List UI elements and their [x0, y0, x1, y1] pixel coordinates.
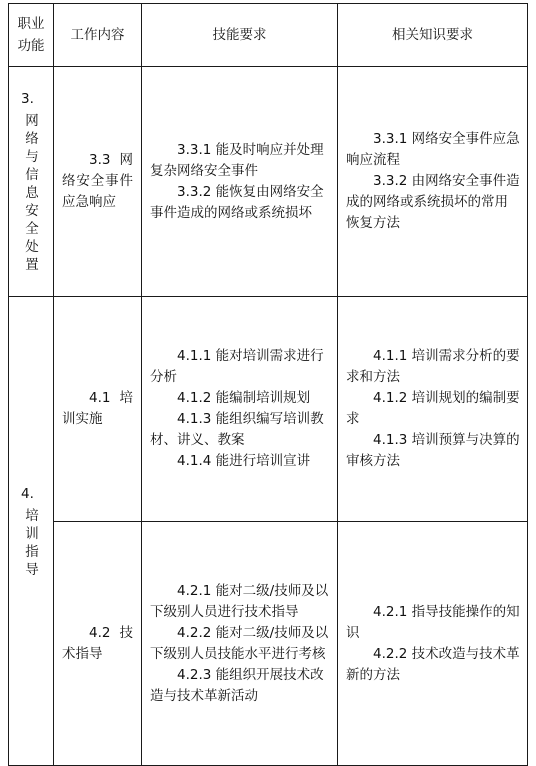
header-function: [9, 4, 54, 67]
knowledge-cell: [338, 297, 528, 522]
work-content-text: 4.2 技术指导: [62, 624, 133, 662]
skill-item: 3.3.1 能及时响应并处理复杂网络安全事件: [150, 141, 324, 179]
skill-requirements-table: [8, 3, 528, 766]
work-content-cell: [54, 67, 142, 297]
knowledge-item: 4.2.1 指导技能操作的知识: [346, 603, 520, 641]
function-cell: [9, 67, 54, 297]
work-content-cell: [54, 297, 142, 522]
table-row: [9, 522, 528, 766]
work-content-text: 4.1 培训实施: [62, 390, 133, 427]
knowledge-item: 4.1.3 培训预算与决算的审核方法: [346, 432, 520, 469]
skills-cell: [142, 297, 338, 522]
function-number: 4.: [21, 485, 34, 502]
knowledge-cell: [338, 67, 528, 297]
knowledge-item: 4.1.2 培训规划的编制要求: [346, 390, 520, 427]
function-name: 培训指导: [25, 507, 39, 578]
header-knowledge: 相关知识要求: [338, 4, 528, 67]
function-number: 3.: [21, 91, 34, 107]
skill-item: 4.1.4 能进行培训宣讲: [177, 453, 311, 469]
knowledge-item: 3.3.1 网络安全事件应急响应流程: [346, 131, 520, 168]
skills-cell: [142, 522, 338, 766]
skill-item: 3.3.2 能恢复由网络安全事件造成的网络或系统损坏: [150, 183, 324, 221]
skills-cell: [142, 67, 338, 297]
skill-item: 4.2.1 能对二级/技师及以下级别人员进行技术指导: [150, 582, 329, 620]
table-row: [9, 67, 528, 297]
work-content-text: 3.3 网络安全事件应急响应: [62, 152, 133, 210]
header-skills: 技能要求: [142, 4, 338, 67]
skill-item: 4.2.3 能组织开展技术改造与技术革新活动: [150, 666, 324, 704]
header-content: 工作内容: [54, 4, 142, 67]
knowledge-item: 3.3.2 由网络安全事件造成的网络或系统损坏的常用恢复方法: [346, 173, 520, 231]
skill-item: 4.1.1 能对培训需求进行分析: [150, 348, 324, 385]
skill-item: 4.1.3 能组织编写培训教材、讲义、教案: [150, 411, 324, 448]
skill-item: 4.2.2 能对二级/技师及以下级别人员技能水平进行考核: [150, 624, 329, 662]
knowledge-item: 4.2.2 技术改造与技术革新的方法: [346, 645, 520, 683]
function-cell: [9, 297, 54, 766]
header-function-label: 职业功能: [17, 16, 45, 54]
table-row: [9, 297, 528, 522]
knowledge-item: 4.1.1 培训需求分析的要求和方法: [346, 348, 520, 385]
function-name: 网络与信息安全处置: [25, 113, 39, 273]
work-content-cell: [54, 522, 142, 766]
skill-item: 4.1.2 能编制培训规划: [177, 390, 311, 406]
header-row: [9, 4, 528, 67]
knowledge-cell: [338, 522, 528, 766]
